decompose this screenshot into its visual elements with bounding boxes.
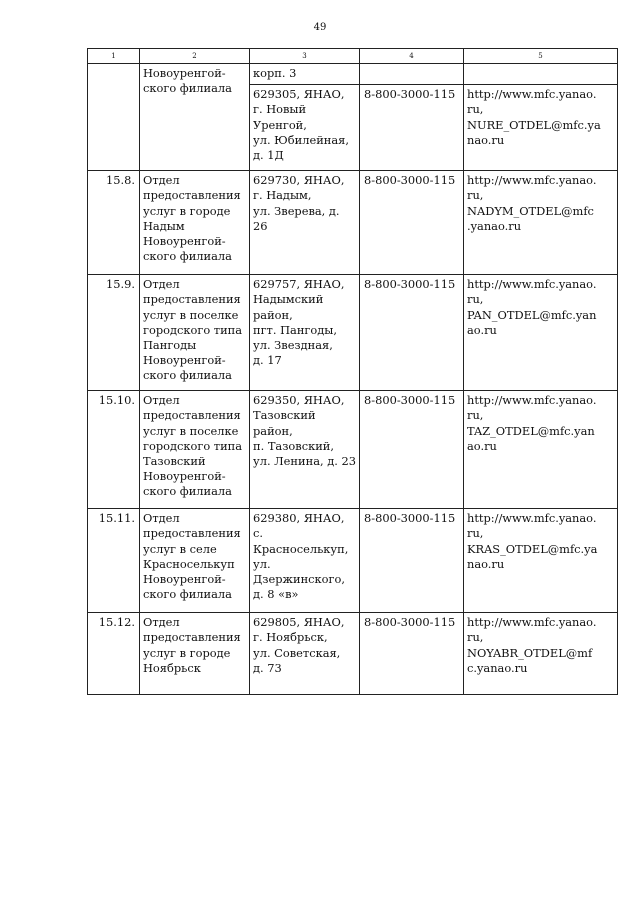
office-name-cell: Отдел предоставления услуг в поселке городского типа Пангоды Новоуренгой- ского филиала xyxy=(140,275,250,391)
phone-cell: 8-800-3000-115 xyxy=(360,613,464,695)
phone-cell: 8-800-3000-115 xyxy=(360,391,464,509)
phone-cell: 8-800-3000-115 xyxy=(360,275,464,391)
column-number: 5 xyxy=(464,49,618,64)
phone-cell: 8-800-3000-115 xyxy=(360,85,464,171)
web-cell: http://www.mfc.yanao. ru, NADYM_OTDEL@mfc .yanao.ru xyxy=(464,171,618,275)
web-cell: http://www.mfc.yanao. ru, NOYABR_OTDEL@mf c.yanao.ru xyxy=(464,613,618,695)
office-name-cell: Отдел предоставления услуг в городе Ноябрьск xyxy=(140,613,250,695)
web-cell: http://www.mfc.yanao. ru, TAZ_OTDEL@mfc.yan ao.ru xyxy=(464,391,618,509)
address-cell: 629305, ЯНАО, г. Новый Уренгой, ул. Юбилейная, д. 1Д xyxy=(250,85,360,171)
web-cell: http://www.mfc.yanao. ru, PAN_OTDEL@mfc.yan ao.ru xyxy=(464,275,618,391)
row-number-cell: 15.12. xyxy=(88,613,140,695)
phone-cell: 8-800-3000-115 xyxy=(360,171,464,275)
table-row-continuation xyxy=(88,64,618,85)
address-cell: 629757, ЯНАО, Надымский район, пгт. Пангоды, ул. Звездная, д. 17 xyxy=(250,275,360,391)
row-number-cell: 15.8. xyxy=(88,171,140,275)
table-row xyxy=(88,509,618,613)
row-number-cell: 15.9. xyxy=(88,275,140,391)
column-number: 2 xyxy=(140,49,250,64)
address-cell: 629380, ЯНАО, с. Красноселькуп, ул. Дзержинского, д. 8 «в» xyxy=(250,509,360,613)
office-name-cell: Новоуренгой- ского филиала xyxy=(140,64,250,171)
page-number: 49 xyxy=(313,22,327,33)
column-number: 4 xyxy=(360,49,464,64)
office-name-cell: Отдел предоставления услуг в селе Красноселькуп Новоуренгой- ского филиала xyxy=(140,509,250,613)
office-name-cell: Отдел предоставления услуг в поселке городского типа Тазовский Новоуренгой- ского филиала xyxy=(140,391,250,509)
table-row xyxy=(88,613,618,695)
phone-cell xyxy=(360,64,464,85)
column-number: 1 xyxy=(88,49,140,64)
phone-cell: 8-800-3000-115 xyxy=(360,509,464,613)
office-name-cell: Отдел предоставления услуг в городе Надым Новоуренгой- ского филиала xyxy=(140,171,250,275)
web-cell: http://www.mfc.yanao. ru, KRAS_OTDEL@mfc.ya nao.ru xyxy=(464,509,618,613)
web-cell: http://www.mfc.yanao. ru, NURE_OTDEL@mfc.ya nao.ru xyxy=(464,85,618,171)
row-number-cell: 15.11. xyxy=(88,509,140,613)
table-row xyxy=(88,275,618,391)
mfc-offices-table xyxy=(87,48,618,695)
table-row xyxy=(88,391,618,509)
row-number-cell: 15.10. xyxy=(88,391,140,509)
address-cell: 629730, ЯНАО, г. Надым, ул. Зверева, д. 26 xyxy=(250,171,360,275)
table-row xyxy=(88,171,618,275)
web-cell xyxy=(464,64,618,85)
address-cell: 629350, ЯНАО, Тазовский район, п. Тазовский, ул. Ленина, д. 23 xyxy=(250,391,360,509)
address-cell: корп. 3 xyxy=(250,64,360,85)
row-number-cell xyxy=(88,64,140,171)
column-number: 3 xyxy=(250,49,360,64)
address-cell: 629805, ЯНАО, г. Ноябрьск, ул. Советская, д. 73 xyxy=(250,613,360,695)
column-number-row xyxy=(88,49,618,64)
